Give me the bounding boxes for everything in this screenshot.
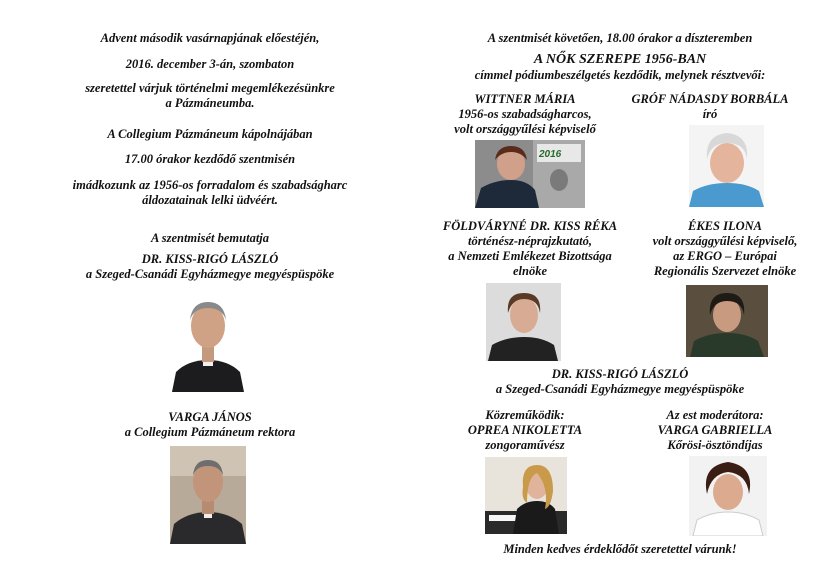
bishop-photo xyxy=(170,290,246,392)
wittner-photo xyxy=(475,140,585,208)
participant-6-name: OPREA NIKOLETTA xyxy=(467,423,583,437)
prayer-line-2: áldozatainak lelki üdvéért. xyxy=(142,193,278,207)
rector-title: a Collegium Pázmáneum rektora xyxy=(124,425,296,439)
participant-7-role-1: Kőrösi-ösztöndíjas xyxy=(667,438,763,452)
date-line: 2016. december 3-án, szombaton xyxy=(125,57,295,71)
participant-1-role-2: volt országgyűlési képviselő xyxy=(454,122,596,136)
participant-7-label: Az est moderátora: xyxy=(666,408,764,422)
panel-subheading: címmel pódiumbeszélgetés kezdődik, melynek résztvevői: xyxy=(474,68,766,82)
participant-4-role-1: volt országgyűlési képviselő, xyxy=(652,234,798,248)
panel-intro: A szentmisét követően, 18.00 órakor a díszteremben xyxy=(487,31,753,45)
participant-6-label: Közreműködik: xyxy=(485,408,565,422)
participant-4-role-3: Regionális Szervezet elnöke xyxy=(653,264,797,278)
participant-3-role-3: elnöke xyxy=(512,264,548,278)
participant-4-name: ÉKES ILONA xyxy=(688,219,762,233)
participant-2-name: GRÓF NÁDASDY BORBÁLA xyxy=(631,92,789,106)
prayer-line-1: imádkozunk az 1956-os forradalom és szabadságharc xyxy=(72,178,348,192)
chapel-line: A Collegium Pázmáneum kápolnájában xyxy=(107,127,313,141)
participant-2-role-1: író xyxy=(702,107,718,121)
celebrant-intro: A szentmisét bemutatja xyxy=(150,231,270,245)
poster-text: 2016 xyxy=(539,149,562,160)
participant-1-name: WITTNER MÁRIA xyxy=(474,92,576,106)
participant-3-role-1: történész-néprajzkutató, xyxy=(468,234,592,248)
participant-3-role-2: a Nemzeti Emlékezet Bizottsága xyxy=(448,249,612,263)
ekes-photo xyxy=(686,285,768,357)
mass-time-line: 17.00 órakor kezdődő szentmisén xyxy=(124,152,296,166)
intro-line: Advent második vasárnapjának előestéjén, xyxy=(100,31,320,45)
celebrant-name: DR. KISS-RIGÓ LÁSZLÓ xyxy=(141,252,279,266)
participant-7-name: VARGA GABRIELLA xyxy=(657,423,773,437)
oprea-photo xyxy=(485,457,567,534)
participant-1-role-1: 1956-os szabadságharcos, xyxy=(458,107,592,121)
participant-5-role-1: a Szeged-Csanádi Egyházmegye megyéspüspöke xyxy=(495,382,745,396)
participant-5-name: DR. KISS-RIGÓ LÁSZLÓ xyxy=(551,367,689,381)
participant-3-name: FÖLDVÁRYNÉ DR. KISS RÉKA xyxy=(442,219,618,233)
invitation-line-1: szeretettel várjuk történelmi megemlékezésünkre xyxy=(85,81,335,95)
panel-heading: A NŐK SZEREPE 1956-BAN xyxy=(533,52,707,67)
invitation-line-2: a Pázmáneumba. xyxy=(165,96,255,110)
rector-photo xyxy=(170,446,246,544)
rector-name: VARGA JÁNOS xyxy=(168,410,252,424)
varga-gabriella-photo xyxy=(689,456,767,536)
nadasdy-photo xyxy=(689,125,764,207)
participant-4-role-2: az ERGO – Európai xyxy=(673,249,777,263)
celebrant-title: a Szeged-Csanádi Egyházmegye megyéspüspöke xyxy=(85,267,335,281)
participant-6-role-1: zongoraművész xyxy=(485,438,565,452)
kiss-reka-photo xyxy=(486,283,561,361)
closing-line: Minden kedves érdeklődőt szeretettel várunk! xyxy=(503,542,737,556)
